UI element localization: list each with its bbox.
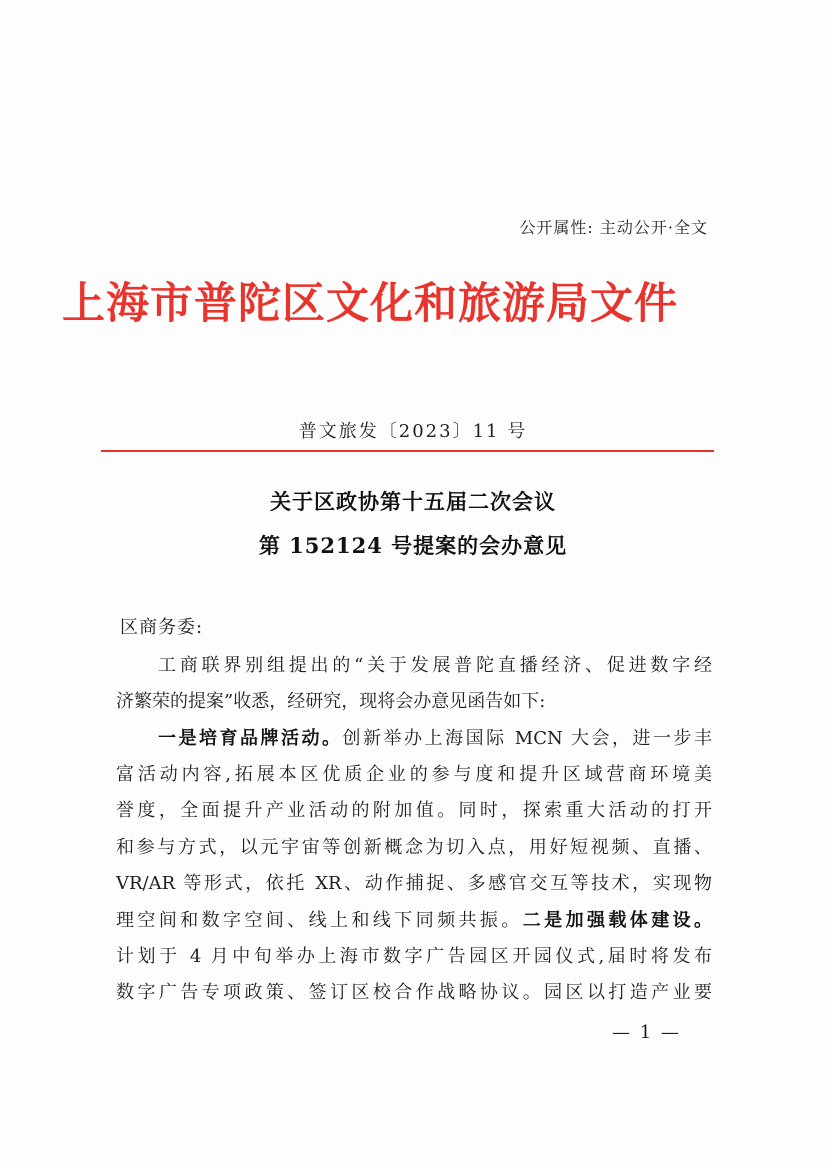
salutation: 区商务委:	[120, 617, 204, 638]
body-text-span: 创新举办上海国际 MCN 大会，进一步丰	[342, 728, 713, 749]
body-line: 计划于 4 月中旬举办上海市数字广告园区开园仪式,届时将发布	[116, 946, 712, 967]
point-two-heading: 二是加强载体建设。	[522, 910, 713, 931]
body-line: 誉度，全面提升产业活动的附加值。同时，探索重大活动的打开	[116, 800, 712, 821]
body-line: VR/AR 等形式，依托 XR、动作捕捉、多感官交互等技术，实现物	[116, 873, 712, 894]
masthead-title: 上海市普陀区文化和旅游局文件	[62, 279, 678, 329]
document-title-line-1: 关于区政协第十五届二次会议	[270, 489, 556, 514]
document-number: 普文旅发〔2023〕11 号	[298, 421, 528, 442]
document-title-line-2: 第 152124 号提案的会办意见	[258, 533, 568, 558]
body-line: 济繁荣的提案”收悉，经研究，现将会办意见函告如下:	[116, 691, 546, 712]
point-one-heading: 一是培育品牌活动。	[158, 728, 343, 749]
body-line	[158, 721, 712, 757]
disclosure-attribute: 公开属性: 主动公开·全文	[519, 218, 708, 237]
body-line: 和参与方式，以元宇宙等创新概念为切入点，用好短视频、直播、	[116, 837, 712, 858]
red-divider	[101, 450, 714, 452]
page-number: — 1 —	[612, 1022, 681, 1043]
body-line	[116, 903, 712, 939]
body-line: 富活动内容,拓展本区优质企业的参与度和提升区域营商环境美	[116, 764, 712, 785]
body-line: 工商联界别组提出的“关于发展普陀直播经济、促进数字经	[158, 655, 712, 676]
body-line: 数字广告专项政策、签订区校合作战略协议。园区以打造产业要	[116, 982, 712, 1003]
body-text-span: 理空间和数字空间、线上和线下同频共振。	[116, 910, 523, 931]
